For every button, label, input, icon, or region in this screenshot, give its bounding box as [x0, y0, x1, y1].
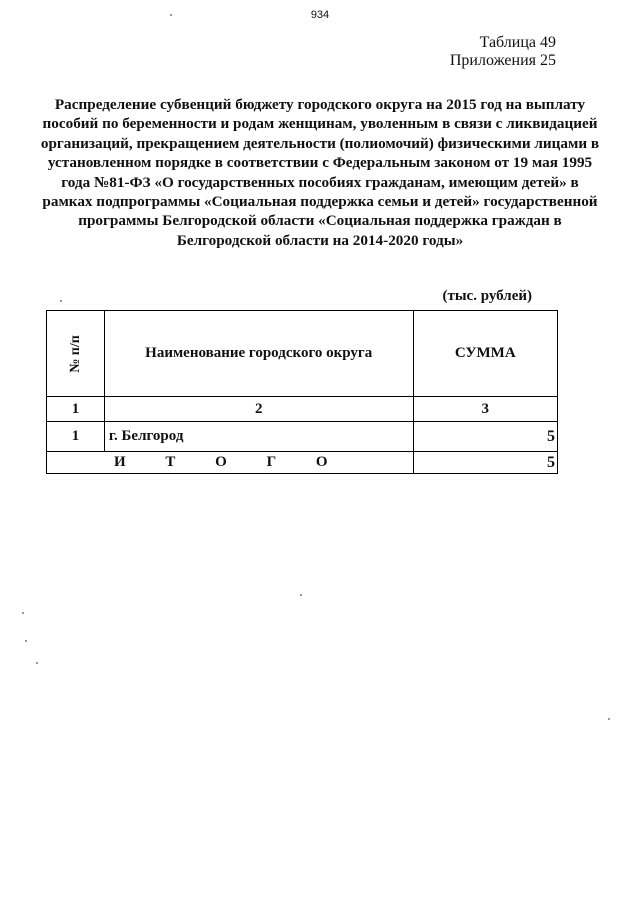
- scan-speck: [170, 14, 172, 16]
- appendix-label: Приложения 25: [449, 52, 556, 69]
- page-number: 934: [310, 9, 330, 21]
- column-number-2: 2: [104, 397, 413, 422]
- table-header-row: [47, 311, 558, 397]
- column-number-row: [47, 397, 558, 422]
- row-number: 1: [47, 422, 105, 452]
- table-label: Таблица 49: [479, 34, 556, 51]
- scan-speck: [608, 718, 610, 720]
- column-number-1: 1: [47, 397, 105, 422]
- total-label: И Т О Г О: [47, 452, 414, 474]
- scan-speck: [25, 640, 27, 642]
- header-cell-name: Наименование городского округа: [104, 311, 413, 397]
- header-cell-amount: СУММА: [413, 311, 557, 397]
- scan-speck: [36, 662, 38, 664]
- total-amount: 5: [413, 452, 557, 474]
- scan-speck: [60, 300, 62, 302]
- total-row: [47, 452, 558, 474]
- scan-speck: [300, 594, 302, 596]
- units-label: (тыс. рублей): [442, 288, 532, 304]
- row-district-name: г. Белгород: [104, 422, 413, 452]
- distribution-table: [46, 310, 558, 474]
- header-number-label: № п/п: [67, 335, 83, 373]
- row-amount: 5: [413, 422, 557, 452]
- document-title: Распределение субвенций бюджету городского округа на 2015 год на выплату пособий по беременности и родам женщинам, уволенным в связи с ликвидацией организаций, прекращением деятельности (полиомочий) физическими лицами в установленном порядке в соответствии с Федеральным законом от 19 мая 1995 года №81-ФЗ «О государственных пособиях гражданам, имеющим детей» в рамках подпрограммы «Социальная поддержка семьи и детей» государственной программы Белгородской области «Социальная поддержка граждан в Белгородской области на 2014-2020 годы»: [40, 96, 600, 249]
- table-row: [47, 422, 558, 452]
- scan-speck: [22, 612, 24, 614]
- header-cell-number: [47, 311, 105, 397]
- column-number-3: 3: [413, 397, 557, 422]
